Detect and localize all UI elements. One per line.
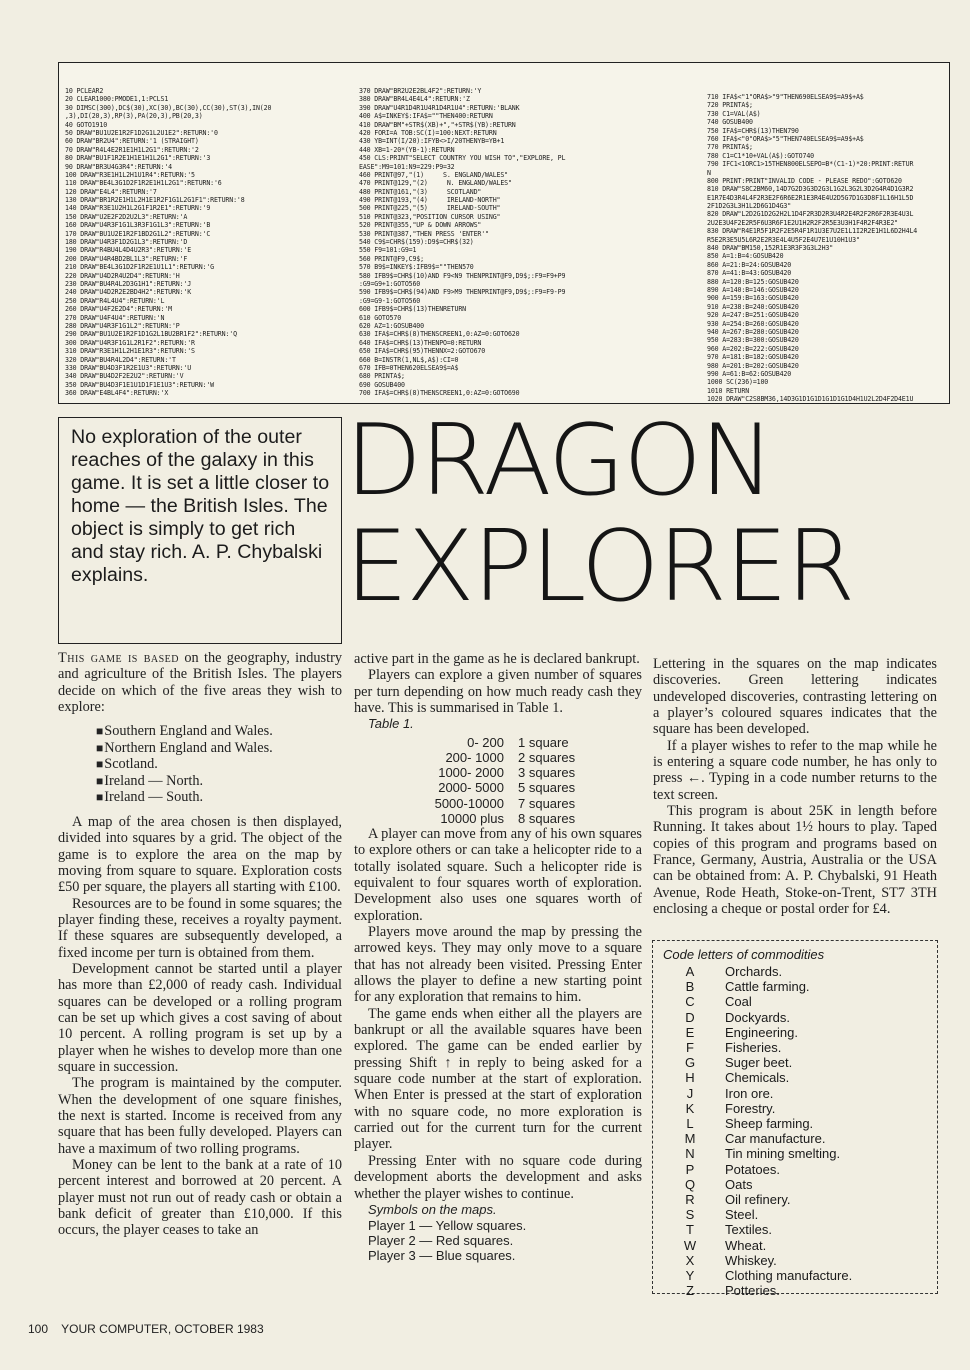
code-row [663,1146,927,1161]
commodity-name: Car manufacture. [725,1131,826,1147]
listing-line: 870 A=41:B=43:GOSUB420 [707,269,792,278]
squares-count: 1 square [518,734,569,750]
code-row [663,1253,927,1268]
listing-line: 520 PRINT@355,"UP & DOWN ARROWS" [359,221,482,230]
code-row [663,979,927,994]
listing-line: :G9=G9-1:GOTO560 [359,296,421,305]
body-column-1 [58,650,342,1239]
listing-line: 620 AZ=1:GOSUB400 [359,321,424,330]
body-paragraph: The game ends when either all the players are bankrupt or all the available squares have been explored. The game can be ended earlier by pressing Shift ↑ in reply to being asked for a square code number at the start of exploration. When Enter is pressed at the start of exploration with no square code, no more exploration is carried out for the current turn for the current player. [354,1005,642,1153]
listing-line: 20 CLEAR1000:PMODE1,1:PCLS1 [65,95,169,104]
commodity-name: Steel. [725,1207,759,1223]
commodity-name: Chemicals. [725,1070,790,1086]
listing-line: 50 DRAW"BU1U2E1R2F1D2G1L2U1E2":RETURN:'0 [65,128,218,137]
listing-line: 410 DRAW"BM"+STR$(XB)+","+STR$(YB):RETURN [359,120,516,129]
page-number: 100 [28,1322,49,1336]
listing-line: 630 IFA$=CHR$(8)THENSCREEN1,0:AZ=0:GOTO620 [359,330,520,339]
commodity-name: Coal [725,994,752,1010]
magazine-credit: YOUR COMPUTER, OCTOBER 1983 [61,1322,264,1336]
table-row [394,780,575,795]
listing-line: 400 A$=INKEY$:IFA$=""THEN400:RETURN [359,112,493,121]
code-row [663,1177,927,1192]
commodity-name: Fisheries. [725,1040,782,1056]
code-letter: Y [685,1268,695,1284]
listing-line: 100 DRAW"R3E1H1L2H1U1R4":RETURN:'5 [65,170,195,179]
listing-line: 120 DRAW"E4L4":RETURN:'7 [65,187,157,196]
body-column-2 [354,651,642,1263]
listing-line: 160 DRAW"U4R3F1G1L3R3F1G1L3":RETURN:'B [65,221,211,230]
listing-line: ,3),DI(20,3),RP(3),PA(20,3),PB(20,3) [65,112,203,121]
listing-line: 70 DRAW"R4L4E2R1E1H1L2G1":RETURN:'2 [65,145,199,154]
listing-line: 790 IFC1<1ORC1>15THEN800ELSEPO=B*(C1-1)*20:PRINT:RETUR [707,160,914,169]
area-item: ■ Southern England and Wales. [96,723,342,740]
code-row [663,994,927,1009]
commodity-name: Oats [725,1176,753,1192]
listing-line: 60 DRAW"BR2U4":RETURN:'1 (STRAIGHT) [65,137,199,146]
table-row [394,750,575,765]
body-paragraph: A map of the area chosen is then displayed, divided into squares by a grid. The object of the game is to explore the area on the map by moving from square to square. Exploration costs £50 per square, the players all starting with £100. [58,813,342,896]
listing-line: 480 PRINT@161,"(3) SCOTLAND" [359,187,482,196]
page-footer [28,1322,274,1336]
listing-line: 930 A=254:B=260:GOSUB420 [707,319,799,328]
code-letter: C [685,994,695,1010]
code-row [663,1131,927,1146]
listing-line: 470 PRINT@129,"(2) N. ENGLAND/WALES" [359,179,512,188]
code-letter: J [686,1085,694,1101]
body-paragraph: Lettering in the squares on the map indicates discoveries. Green lettering indicates undeveloped discoveries, contrasting lettering on a player’s coloured squares indicates that the square has been developed. [653,656,937,738]
symbol-item: Player 1 — Yellow squares. [368,1218,527,1234]
listing-line: 690 GOSUB400 [359,380,405,389]
listing-column-1 [65,87,355,397]
commodity-name: Suger beet. [725,1055,793,1071]
area-list [96,723,342,806]
article-title [345,404,970,624]
codes-caption: Code letters of commodities [663,947,825,962]
code-letter: S [685,1207,695,1223]
listing-line: 960 A=202:B=222:GOSUB420 [707,344,799,353]
listing-line: 940 A=267:B=280:GOSUB420 [707,327,799,336]
code-letter: K [685,1100,695,1116]
listing-line: 500 PRINT@225,"(5) IRELAND-SOUTH" [359,204,501,213]
area-item: ■ Northern England and Wales. [96,740,342,757]
listing-line: 840 DRAW"BM150,152R1E3R3F3G3L2H3" [707,244,834,253]
squares-count: 3 squares [518,765,576,781]
listing-line: N [707,168,711,177]
listing-line: 760 IFA$<"0"ORA$>"5"THEN740ELSEA9$=A9$+A$ [707,134,864,143]
table-row [394,765,575,780]
body-column-3 [653,656,937,918]
body-paragraph: Pressing Enter with no square code during development aborts the development and asks whether the player wishes to continue. [354,1152,642,1202]
code-letter: P [685,1161,695,1177]
listing-line: 980 A=201:B=202:GOSUB420 [707,361,799,370]
listing-line: 570 B9$=INKEY$:IFB9$=""THEN570 [359,263,474,272]
listing-line: 300 DRAW"U4R3F1G1L2R1F2":RETURN:'R [65,338,195,347]
listing-line: 640 IFA$=CHR$(13)THENPO=0:RETURN [359,338,482,347]
listing-line: 360 DRAW"E4BL4F4":RETURN:'X [65,389,169,398]
listing-line: 810 DRAW"S8C2BM60,14D7G2D3G3D2G3L1G2L3G2L3D2G4R4D1G3R2 [707,185,914,194]
lead-small-caps: This game is based [58,650,179,666]
listing-line: 540 C9$=CHR$(159):D9$=CHR$(32) [359,238,474,247]
lead-text: on the geography, industry and agriculture of the British Isles. The players decide on which of the five areas they wish to explore: [58,650,342,716]
table-caption: Table 1. [368,716,414,732]
commodity-name: Sheep farming. [725,1116,814,1132]
listing-line: 200 DRAW"U4R4BD2BL1L3":RETURN:'F [65,254,188,263]
code-letter: T [686,1222,694,1238]
code-row [663,1207,927,1222]
listing-line: 740 GOSUB400 [707,118,753,127]
commodity-name: Cattle farming. [725,979,810,995]
table-row [394,735,575,750]
listing-line: 490 PRINT@193,"(4) IRELAND-NORTH" [359,196,501,205]
listing-column-2 [359,87,657,397]
body-paragraph: Development cannot be started until a player has more than £2,000 of ready cash. Individual squares can be developed or a rolling program can be set up which gives a cost saving of about 10 percent. A rolling program is set up by a player when he wishes to develop more than one square in succession. [58,960,342,1076]
listing-line: 420 FORI=A TOB:SC(I)=100:NEXT:RETURN [359,128,497,137]
listing-line: 140 DRAW"R3E1U2H1L2G1F1R2E1":RETURN:'9 [65,204,211,213]
commodity-name: Tin mining smelting. [725,1146,841,1162]
code-row [663,1025,927,1040]
listing-line: 610 GOTO570 [359,313,402,322]
squares-count: 5 squares [518,780,576,796]
symbol-item: Player 2 — Red squares. [368,1233,514,1249]
code-row [663,1086,927,1101]
body-paragraph: If a player wishes to refer to the map while he is entering a square code number, he has only to press ←. Typing in a code number returns to the text screen. [653,737,937,803]
listing-line: 830 DRAW"R4E1R5F1R2F2E5R4F1R1U3E7U2E1L1I2R2E1H1L6D2H4L4 [707,227,918,236]
listing-line: 380 DRAW"BR4L4E4L4":RETURN:'Z [359,95,470,104]
commodity-name: Textiles. [725,1222,772,1238]
commodity-name: Clothing manufacture. [725,1268,853,1284]
listing-line: 170 DRAW"BU1U2E1R2F1BD2G1L2":RETURN:'C [65,229,211,238]
listing-line: 900 A=159:B=163:GOSUB420 [707,294,799,303]
code-letter: H [685,1070,695,1086]
listing-line: 750 IFA$=CHR$(13)THEN790 [707,126,799,135]
listing-line: 130 DRAW"BR1R2E1H1L2H1E1R2F1G1L2G1F1":RETURN:'8 [65,196,245,205]
listing-line: 90 DRAW"BR3U4G3R4":RETURN:'4 [65,162,172,171]
listing-line: 440 XB=1-20*(YB-1):RETURN [359,145,455,154]
listing-line: 350 DRAW"BU4D3F1E1U1D1F1E1U3":RETURN:'W [65,380,214,389]
code-letter: N [685,1146,695,1162]
listing-line: 800 PRINT:PRINT"INVALID CODE - PLEASE REDO":GOTO620 [707,176,902,185]
squares-table [394,735,575,826]
listing-line: 340 DRAW"BU4D2F2E2U2":RETURN:'V [65,372,184,381]
listing-line: 150 DRAW"U2E2F2D2U2L3":RETURN:'A [65,212,188,221]
squares-count: 7 squares [518,795,576,811]
listing-line: 910 A=238:B=240:GOSUB420 [707,302,799,311]
listing-line: 970 A=181:B=182:GOSUB420 [707,353,799,362]
code-letter: E [685,1024,695,1040]
listing-line: 780 C1=C1*10+VAL(A$):GOTO740 [707,151,814,160]
commodity-name: Potatoes. [725,1161,780,1177]
cash-range: 10000 plus [440,810,504,826]
commodity-name: Iron ore. [725,1085,774,1101]
commodity-name: Whiskey. [725,1252,777,1268]
listing-line: 590 IFB9$=CHR$(94)AND F9>M9 THENPRINT@F9,D9$;:F9=F9-P9 [359,288,566,297]
area-item: ■ Ireland — South. [96,789,342,806]
code-row [663,1192,927,1207]
code-letter: G [684,1055,696,1071]
body-paragraph: The program is maintained by the computer. When the development of one square finishes, the next is started. Income is received from any square that has been fully developed. Players can have a maximum of two rolling programs. [58,1075,342,1157]
listing-line: 950 A=283:B=300:GOSUB420 [707,336,799,345]
symbol-item: Player 3 — Blue squares. [368,1248,516,1264]
code-row [663,1116,927,1131]
commodity-name: Forestry. [725,1100,776,1116]
listing-line: 1020 DRAW"C2S8BM36,14D3G1D1G1D1G1D1G1D4H1U2L2D4F2D4E1U [707,395,914,404]
listing-line: 560 PRINT@F9,C9$; [359,254,424,263]
intro-standfirst: No exploration of the outer reaches of the galaxy in this game. It is set a little closer to home — the British Isles. The object is simply to get rich and stay rich. A. P. Chybalski explains. [58,417,342,644]
code-letter: A [685,964,695,979]
listing-line: 2U2E3U4F2E2R5F6U3R6F1E2U1H2R2F2R5E3U3H1F4R2F4R3E2" [707,218,898,227]
code-row [663,1162,927,1177]
code-row [663,1268,927,1283]
listing-line: 220 DRAW"U4D2R4U2D4":RETURN:'H [65,271,180,280]
listing-line: 10 PCLEAR2 [65,87,104,95]
listing-line: 850 A=1:B=4:GOSUB420 [707,252,784,261]
area-item: ■ Ireland — North. [96,773,342,790]
code-letter: B [685,979,695,995]
listing-line: 890 A=140:B=146:GOSUB420 [707,285,799,294]
listing-line: R5E2R3E5U5L6R2E2R3E4L4U5F2E4U7E1U10H1U3" [707,235,860,244]
code-row [663,1010,927,1025]
listing-line: 670 IFB=0THEN620ELSEA9$=A$ [359,363,459,372]
cash-range: 1000- 2000 [438,765,504,781]
listing-line: 230 DRAW"BU4R4L2D3G1H1":RETURN:'J [65,279,192,288]
code-letter: R [685,1192,695,1208]
listing-line: E1R7E4D3R4L4F2R3E2F6R6E2R1E3R4E4U2D5G7D1G3D8F1L16H1L5D [707,193,914,202]
commodity-codes-box [652,940,938,1299]
table-row [394,796,575,811]
body-paragraph: A player can move from any of his own squares to explore others or can take a helicopter ride to a totally isolated square. Such a helicopter ride is equivalent to four squares worth of exploration. Development also uses one squares worth of exploration. [354,825,642,924]
commodity-name: Dockyards. [725,1009,791,1025]
listing-line: 700 IFA$=CHR$(8)THENSCREEN1,0:AZ=0:GOTO690 [359,389,520,398]
cash-range: 5000-10000 [434,795,504,811]
listing-line: 370 DRAW"BR2U2E2BL4F2":RETURN:'Y [359,87,482,95]
body-paragraph: active part in the game as he is declared bankrupt. [354,651,640,667]
commodity-name: Potteries. [725,1283,780,1299]
listing-line: 880 A=120:B=125:GOSUB420 [707,277,799,286]
code-letter: F [686,1040,694,1056]
listing-line: 580 IFB9$=CHR$(10)AND F9<N9 THENPRINT@F9,D9$;:F9=F9+P9 [359,271,566,280]
listing-line: 80 DRAW"BU1F1R2E1H1E1H1L2G1":RETURN:'3 [65,154,211,163]
commodity-name: Oil refinery. [725,1192,791,1208]
listing-line: 550 F9=101:G9=1 [359,246,417,255]
codes-list [663,964,927,1298]
commodity-name: Engineering. [725,1024,798,1040]
commodity-name: Orchards. [725,964,783,979]
listing-line: 1010 RETURN [707,386,750,395]
body-paragraph: This program is about 25K in length before Running. It takes about 1½ hours to play. Taped copies of this program and programs based on France, Germany, Austria, Australia or the USA can be obtained from: A. P. Chybalski, 91 Heath Avenue, Rode Heath, Stoke-on-Trent, ST7 3TH enclosing a cheque or postal order for £4. [653,803,937,918]
listing-line: 310 DRAW"R3E1H1L2H1E1R3":RETURN:'S [65,347,195,356]
code-letter: D [685,1009,695,1025]
program-listing [58,62,950,404]
listing-line: 280 DRAW"U4R3F1G1L2":RETURN:'P [65,321,180,330]
listing-line: 210 DRAW"BE4L3G1D2F1R2E1U1L1":RETURN:'G [65,263,214,272]
listing-line: 30 DIMSC(300),DC$(30),XC(30),BC(30),CC(30),ST(3),IN(20 [65,103,272,112]
code-row [663,1070,927,1085]
listing-line: 680 PRINTA$; [359,372,405,381]
listing-line: 2F1D2G3L3H1L2D6G1D4G3" [707,202,792,211]
table-row [394,811,575,826]
body-paragraph: Players can explore a given number of squares per turn depending on how much ready cash they have. This is summarised in Table 1. [354,667,642,717]
code-row [663,1238,927,1253]
listing-line: 710 IFA$<"1"ORA$>"9"THEN690ELSEA9$=A9$+A$ [707,93,864,101]
body-paragraph: Resources are to be found in some squares; the player finding these, receives a royalty payment. If these squares are subsequently developed, a fixed income per turn is obtained from them. [58,895,342,961]
squares-count: 2 squares [518,749,576,765]
listing-line: 720 PRINTA$; [707,101,753,110]
listing-line: 250 DRAW"R4L4U4":RETURN:'L [65,296,165,305]
code-letter: M [684,1131,696,1147]
code-row [663,1283,927,1298]
listing-line: 180 DRAW"U4R3F1D2G1L3":RETURN:'D [65,238,188,247]
symbols-caption: Symbols on the maps. [368,1201,497,1217]
listing-line: 270 DRAW"U4F4U4":RETURN:'N [65,313,165,322]
listing-line: 40 GOTO1910 [65,120,108,129]
listing-line: 330 DRAW"BU4D3F1R2E1U3":RETURN:'U [65,363,192,372]
title-line-1: DRAGON [345,404,773,518]
listing-line: 530 PRINT@387,"THEN PRESS 'ENTER'" [359,229,489,238]
lead-paragraph [58,650,342,715]
listing-line: EASE":M9=101:N9=229:P9=32 [359,162,455,171]
listing-line: :G9=G9+1:GOTO560 [359,279,421,288]
commodity-name: Wheat. [725,1237,767,1253]
code-letter: Z [686,1283,694,1299]
code-letter: X [685,1252,695,1268]
listing-line: 660 B=INSTR(1,NL$,A$):CI=0 [359,355,459,364]
listing-line: 730 C1=VAL(A$) [707,109,761,118]
cash-range: 200- 1000 [445,749,504,765]
body-paragraph: Players move around the map by pressing the arrowed keys. They may only move to a square that has not already been visited. Pressing Enter allows the player to define a new starting point for any exploration that remains to him. [354,924,642,1006]
listing-line: 1000 SC(236)=100 [707,378,769,387]
code-row [663,1101,927,1116]
listing-line: 820 DRAW"L2D2G1D2G2H2L1D4F2R3D2R3U4R2E4R2F2R6F2R3E4U3L [707,210,914,219]
listing-line: 450 CLS:PRINT"SELECT COUNTRY YOU WISH TO","EXPLORE, PL [359,154,566,163]
body-paragraph: Money can be lent to the bank at a rate of 10 percent interest and borrowed at 20 percent. A player must not run out of ready cash or obtain a bank deficit of greater than £10,000. If this occurs, the player ceases to take an [58,1157,342,1239]
code-letter: W [683,1237,697,1253]
listing-line: 110 DRAW"BE4L3G1D2F1R2E1H1L2G1":RETURN:'6 [65,179,222,188]
cash-range: 0- 200 [467,734,504,750]
listing-line: 600 IFB9$=CHR$(13)THENRETURN [359,305,466,314]
area-item: ■ Scotland. [96,756,342,773]
listing-line: 650 IFA$=CHR$(95)THENNX=2:GOTO670 [359,347,486,356]
code-letter: Q [684,1176,696,1192]
listing-line: 510 PRINT@323,"POSITION CURSOR USING" [359,212,501,221]
listing-line: 920 A=247:B=251:GOSUB420 [707,311,799,320]
code-row [663,1222,927,1237]
listing-line: 430 YB=INT(I/20):IFYB<>I/20THENYB=YB+1 [359,137,505,146]
listing-line: 390 DRAW"U4R1D4R1U4R1D4R1U4":RETURN:'BLANK [359,103,520,112]
listing-line: 290 DRAW"BU1U2E1R2F1D1G2L1BU2BR1F2":RETURN:'Q [65,330,237,339]
code-row [663,964,927,979]
listing-line: 460 PRINT@97,"(1) S. ENGLAND/WALES" [359,170,508,179]
listing-line: 260 DRAW"U4F2E2D4":RETURN:'M [65,305,172,314]
code-letter: L [686,1116,694,1132]
cash-range: 2000- 5000 [438,780,504,796]
listing-line: 990 A=61:B=62:GOSUB420 [707,369,792,378]
listing-line: 860 A=21:B=24:GOSUB420 [707,260,792,269]
listing-line: 240 DRAW"U4D2R2E2BD4H2":RETURN:'K [65,288,192,297]
code-row [663,1040,927,1055]
listing-column-3 [707,93,947,403]
code-row [663,1055,927,1070]
listing-line: 190 DRAW"R4BU4L4D4U2R3":RETURN:'E [65,246,192,255]
listing-line: 320 DRAW"BU4R4L2D4":RETURN:'T [65,355,176,364]
listing-line: 770 PRINTA$; [707,143,753,152]
title-line-2: EXPLORER [345,510,854,624]
squares-count: 8 squares [518,810,576,826]
